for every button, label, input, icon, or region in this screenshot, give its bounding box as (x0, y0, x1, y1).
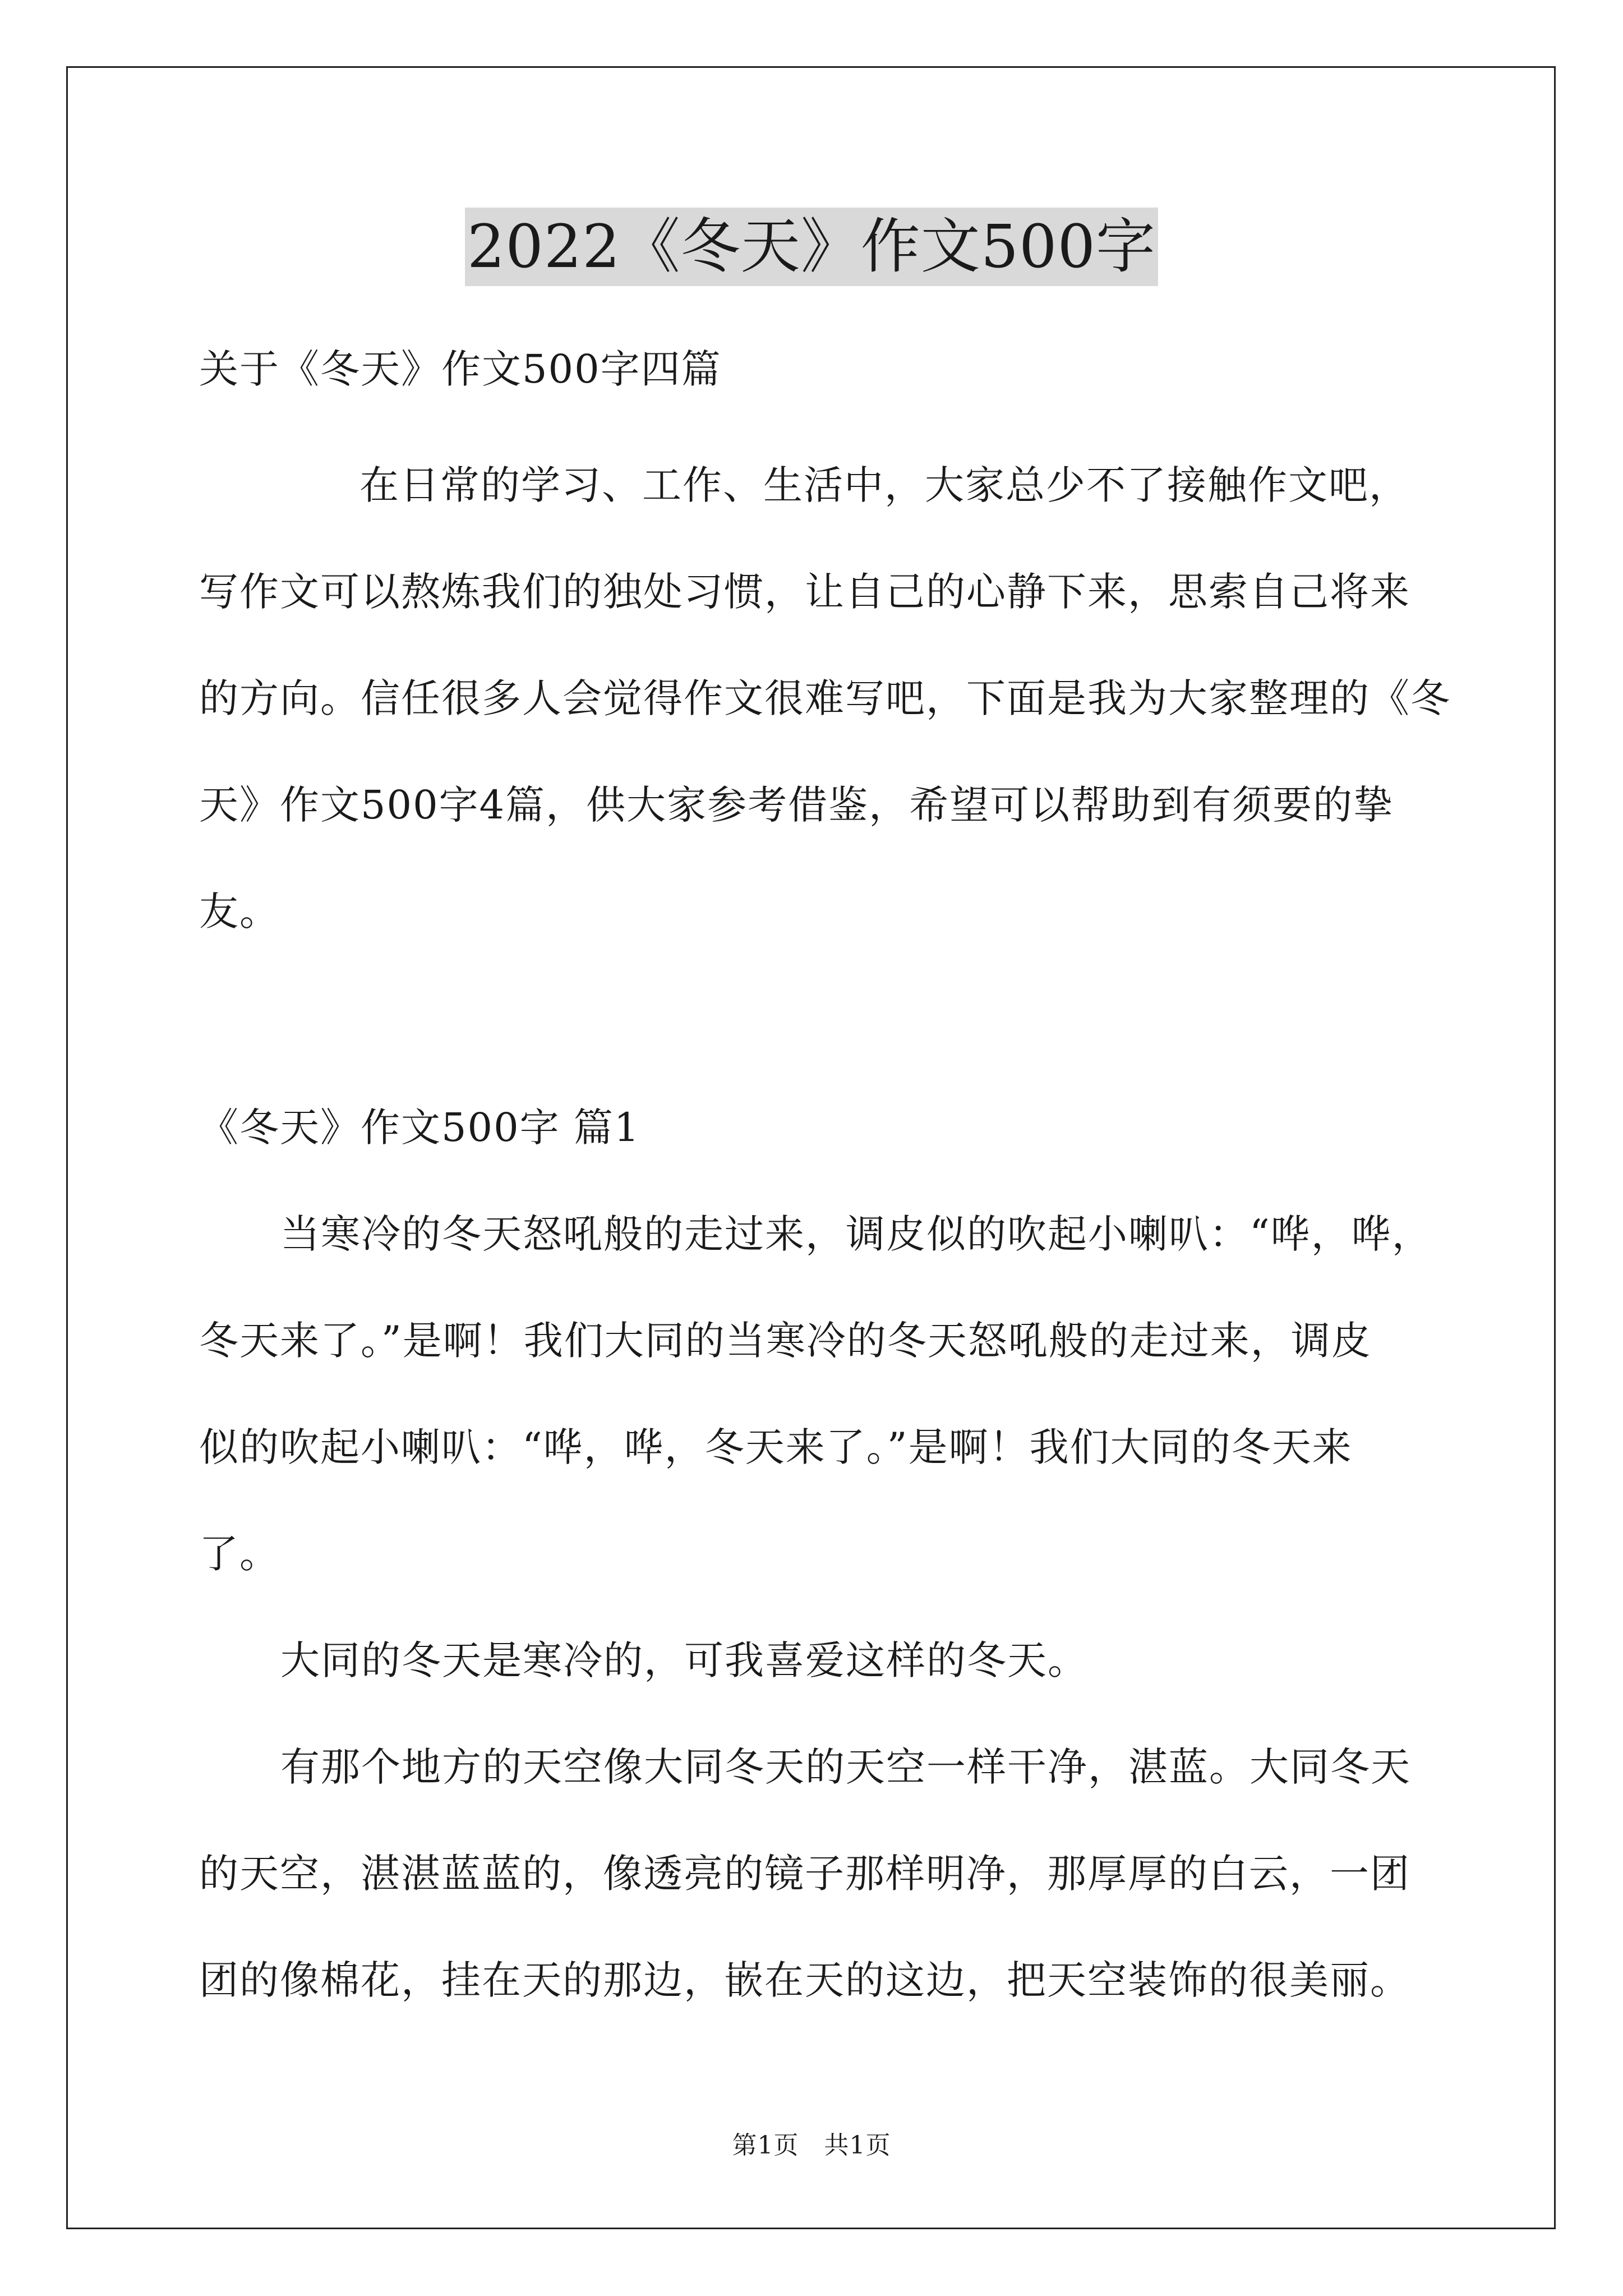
paragraph-line: 了。 (199, 1531, 280, 1577)
intro-line: 写作文可以熬炼我们的独处习惯，让自己的心静下来，思索自己将来 (199, 569, 1410, 615)
paragraph-line: 的天空，湛湛蓝蓝的，像透亮的镜子那样明净，那厚厚的白云，一团 (199, 1851, 1410, 1897)
page-number: 第1页 共1页 (732, 2131, 891, 2160)
paragraph-line: 冬天来了。”是啊！我们大同的当寒冷的冬天怒吼般的走过来，调皮 (199, 1318, 1372, 1364)
paragraph-1 (199, 1181, 1433, 1607)
section-heading-block (199, 1074, 1433, 1181)
section-heading: 《冬天》作文500字 篇1 (199, 1105, 640, 1151)
intro-paragraph (199, 432, 1451, 965)
paragraph-2 (199, 1607, 1433, 1714)
intro-line: 天》作文500字4篇，供大家参考借鉴，希望可以帮助到有须要的挚 (199, 782, 1394, 828)
intro-line: 在日常的学习、工作、生活中，大家总少不了接触作文吧， (359, 462, 1409, 508)
paragraph-3 (199, 1714, 1433, 2033)
document-title: 2022《冬天》作文500字 (465, 208, 1158, 286)
paragraph-line: 似的吹起小喇叭：“哗，哗，冬天来了。”是啊！我们大同的冬天来 (199, 1424, 1353, 1470)
paragraph-line: 团的像棉花，挂在天的那边，嵌在天的这边，把天空装饰的很美丽。 (199, 1957, 1410, 2003)
paragraph-line: 大同的冬天是寒冷的，可我喜爱这样的冬天。 (280, 1637, 1088, 1683)
intro-line: 友。 (199, 889, 280, 935)
paragraph-line: 有那个地方的天空像大同冬天的天空一样干净，湛蓝。大同冬天 (280, 1744, 1411, 1790)
paragraph-line: 当寒冷的冬天怒吼般的走过来，调皮似的吹起小喇叭：“哗，哗， (280, 1211, 1432, 1257)
document-subtitle: 关于《冬天》作文500字四篇 (199, 346, 722, 392)
subtitle-block (199, 316, 1433, 422)
page-footer (0, 2129, 1623, 2162)
intro-line: 的方向。信任很多人会觉得作文很难写吧，下面是我为大家整理的《冬 (199, 675, 1451, 721)
title-container (0, 208, 1623, 286)
